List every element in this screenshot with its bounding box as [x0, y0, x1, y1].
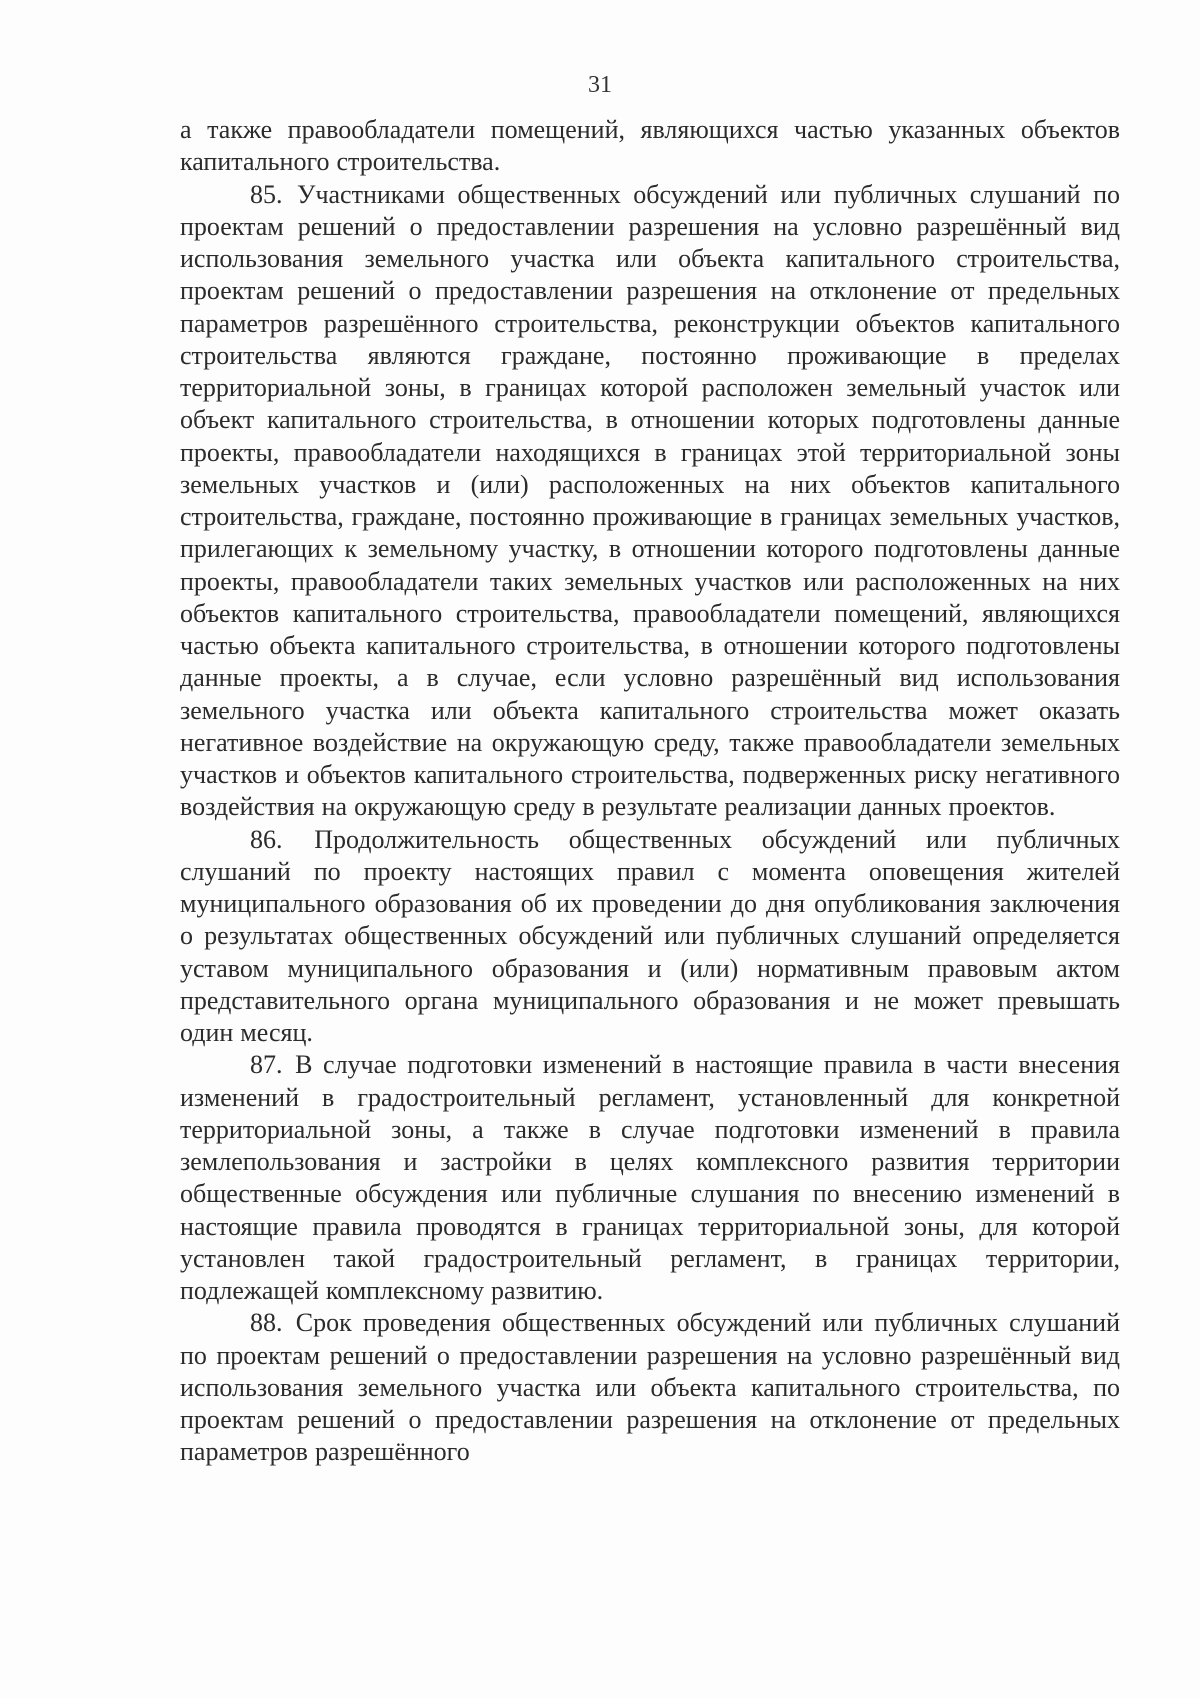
- document-body: [180, 114, 1120, 1469]
- paragraph-number: 85.: [250, 179, 283, 209]
- continuation-paragraph: а также правообладатели помещений, являющихся частью указанных объектов капитального строительства.: [180, 115, 1120, 177]
- paragraph-85: [180, 179, 1120, 824]
- paragraph-number: 88.: [250, 1308, 283, 1338]
- paragraph-86: [180, 824, 1120, 1050]
- paragraph-number: 86.: [250, 824, 283, 854]
- paragraph-text: В случае подготовки изменений в настоящие правила в части внесения изменений в градостроительный регламент, установленный для конкретной территориальной зоны, а также в случае подготовки изменений в правила землепользования и застройки в целях комплексного развития территории общественные обсуждения или публичные слушания по внесению изменений в настоящие правила проводятся в границах территориальной зоны, для которой установлен такой градостроительный регламент, в границах территории, подлежащей комплексному развитию.: [180, 1050, 1120, 1305]
- paragraph-87: [180, 1049, 1120, 1307]
- paragraph-text: Срок проведения общественных обсуждений или публичных слушаний по проектам решений о предоставлении разрешения на условно разрешённый вид использования земельного участка или объекта капитального строительства, по проектам решений о предоставлении разрешения на отклонение от предельных параметров разрешённого: [180, 1308, 1120, 1467]
- paragraph-text: Участниками общественных обсуждений или публичных слушаний по проектам решений о предоставлении разрешения на условно разрешённый вид использования земельного участка или объекта капитального строительства, проектам решений о предоставлении разрешения на отклонение от предельных параметров разрешённого строительства, реконструкции объектов капитального строительства являются граждане, постоянно проживающие в пределах территориальной зоны, в границах которой расположен земельный участок или объект капитального строительства, в отношении которых подготовлены данные проекты, правообладатели находящихся в границах этой территориальной зоны земельных участков и (или) расположенных на них объектов капитального строительства, граждане, постоянно проживающие в границах земельных участков, прилегающих к земельному участку, в отношении которого подготовлены данные проекты, правообладатели таких земельных участков или расположенных на них объектов капитального строительства, правообладатели помещений, являющихся частью объекта капитального строительства, в отношении которого подготовлены данные проекты, а в случае, если условно разрешённый вид использования земельного участка или объекта капитального строительства может оказать негативное воздействие на окружающую среду, также правообладатели земельных участков и объектов капитального строительства, подверженных риску негативного воздействия на окружающую среду в результате реализации данных проектов.: [180, 179, 1120, 822]
- paragraph-text: Продолжительность общественных обсуждений или публичных слушаний по проекту настоящих правил с момента оповещения жителей муниципального образования об их проведении до дня опубликования заключения о результатах общественных обсуждений или публичных слушаний определяется уставом муниципального образования и (или) нормативным правовым актом представительного органа муниципального образования и не может превышать один месяц.: [180, 824, 1120, 1047]
- paragraph-number: 87.: [250, 1050, 283, 1080]
- paragraph-88: [180, 1307, 1120, 1468]
- page-number: 31: [588, 72, 612, 98]
